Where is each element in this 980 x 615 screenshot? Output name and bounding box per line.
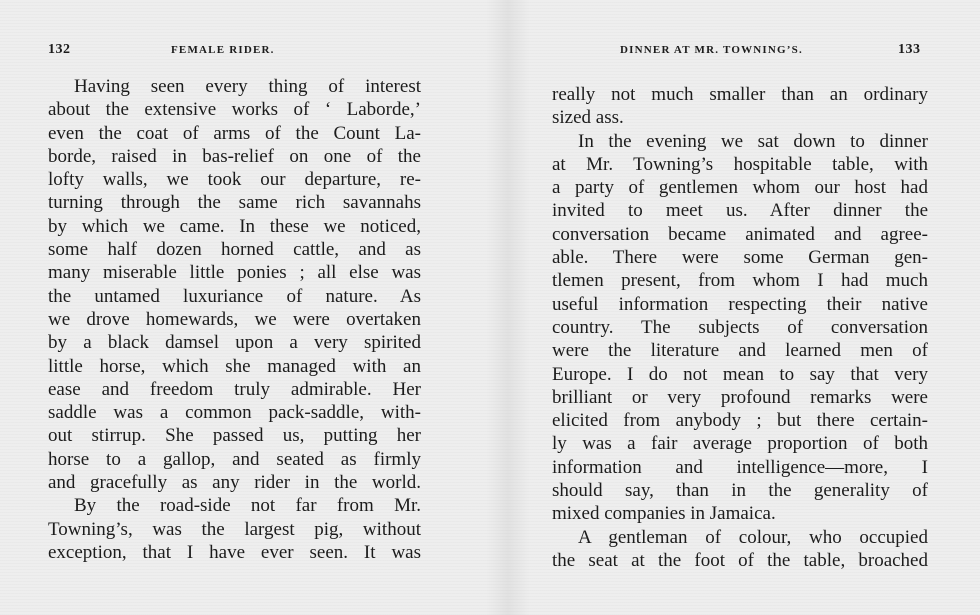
right-page bbox=[520, 0, 980, 615]
text-line: brilliant or very profound remarks were bbox=[552, 386, 928, 408]
text-line: by a black damsel upon a very spirited bbox=[48, 332, 421, 354]
text-line: the untamed luxuriance of nature. As bbox=[48, 285, 421, 307]
text-line: even the coat of arms of the Count La- bbox=[48, 122, 421, 144]
text-line: exception, that I have ever seen. It was bbox=[48, 541, 421, 563]
text-line: little horse, which she managed with an bbox=[48, 355, 421, 377]
text-line: about the extensive works of ‘ Laborde,’ bbox=[48, 99, 421, 121]
text-line: mixed companies in Jamaica. bbox=[552, 503, 776, 525]
right-page-number: 133 bbox=[898, 42, 921, 57]
text-line: A gentleman of colour, who occupied bbox=[578, 526, 928, 548]
text-line: sized ass. bbox=[552, 107, 624, 129]
text-line: ease and freedom truly admirable. Her bbox=[48, 378, 421, 400]
text-line: Having seen every thing of interest bbox=[74, 76, 421, 97]
text-line: able. There were some German gen- bbox=[552, 247, 928, 269]
left-page-number: 132 bbox=[48, 42, 71, 57]
text-line: and gracefully as any rider in the world. bbox=[48, 472, 421, 494]
text-line: really not much smaller than an ordinary bbox=[552, 84, 928, 105]
text-line: Towning’s, was the largest pig, without bbox=[48, 518, 421, 540]
text-line: elicited from anybody ; but there certain- bbox=[552, 410, 928, 432]
text-line: lofty walls, we took our departure, re- bbox=[48, 169, 421, 191]
left-running-head-text: FEMALE RIDER. bbox=[171, 44, 275, 56]
text-line: some half dozen horned cattle, and as bbox=[48, 239, 421, 261]
text-line: borde, raised in bas-relief on one of the bbox=[48, 145, 421, 167]
text-line: at Mr. Towning’s hospitable table, with bbox=[552, 153, 928, 175]
text-line: out stirrup. She passed us, putting her bbox=[48, 425, 421, 447]
text-line: ly was a fair average proportion of both bbox=[552, 433, 928, 455]
text-line: information and intelligence—more, I bbox=[552, 456, 928, 478]
text-line: a party of gentlemen whom our host had bbox=[552, 177, 928, 199]
text-line: useful information respecting their native bbox=[552, 293, 928, 315]
left-page-text bbox=[48, 75, 421, 564]
text-line: Europe. I do not mean to say that very bbox=[552, 363, 928, 385]
text-line: saddle was a common pack-saddle, with- bbox=[48, 402, 421, 424]
text-line: tlemen present, from whom I had much bbox=[552, 270, 928, 292]
text-line: In the evening we sat down to dinner bbox=[578, 130, 928, 152]
right-running-head-text: DINNER AT MR. TOWNING’S. bbox=[620, 44, 803, 56]
text-line: By the road-side not far from Mr. bbox=[74, 495, 421, 517]
text-line: turning through the same rich savannahs bbox=[48, 192, 421, 214]
text-line: we drove homewards, we were overtaken bbox=[48, 308, 421, 330]
text-line: country. The subjects of conversation bbox=[552, 316, 928, 338]
text-line: conversation became animated and agree- bbox=[552, 223, 928, 245]
text-line: the seat at the foot of the table, broached bbox=[552, 549, 928, 571]
text-line: by which we came. In these we noticed, bbox=[48, 215, 421, 237]
right-page-text bbox=[552, 83, 928, 572]
text-line: many miserable little ponies ; all else was bbox=[48, 262, 421, 284]
text-line: should say, than in the generality of bbox=[552, 480, 928, 502]
left-running-head bbox=[171, 42, 275, 58]
text-line: invited to meet us. After dinner the bbox=[552, 200, 928, 222]
right-running-head bbox=[620, 42, 803, 58]
text-line: horse to a gallop, and seated as firmly bbox=[48, 448, 421, 470]
text-line: were the literature and learned men of bbox=[552, 340, 928, 362]
